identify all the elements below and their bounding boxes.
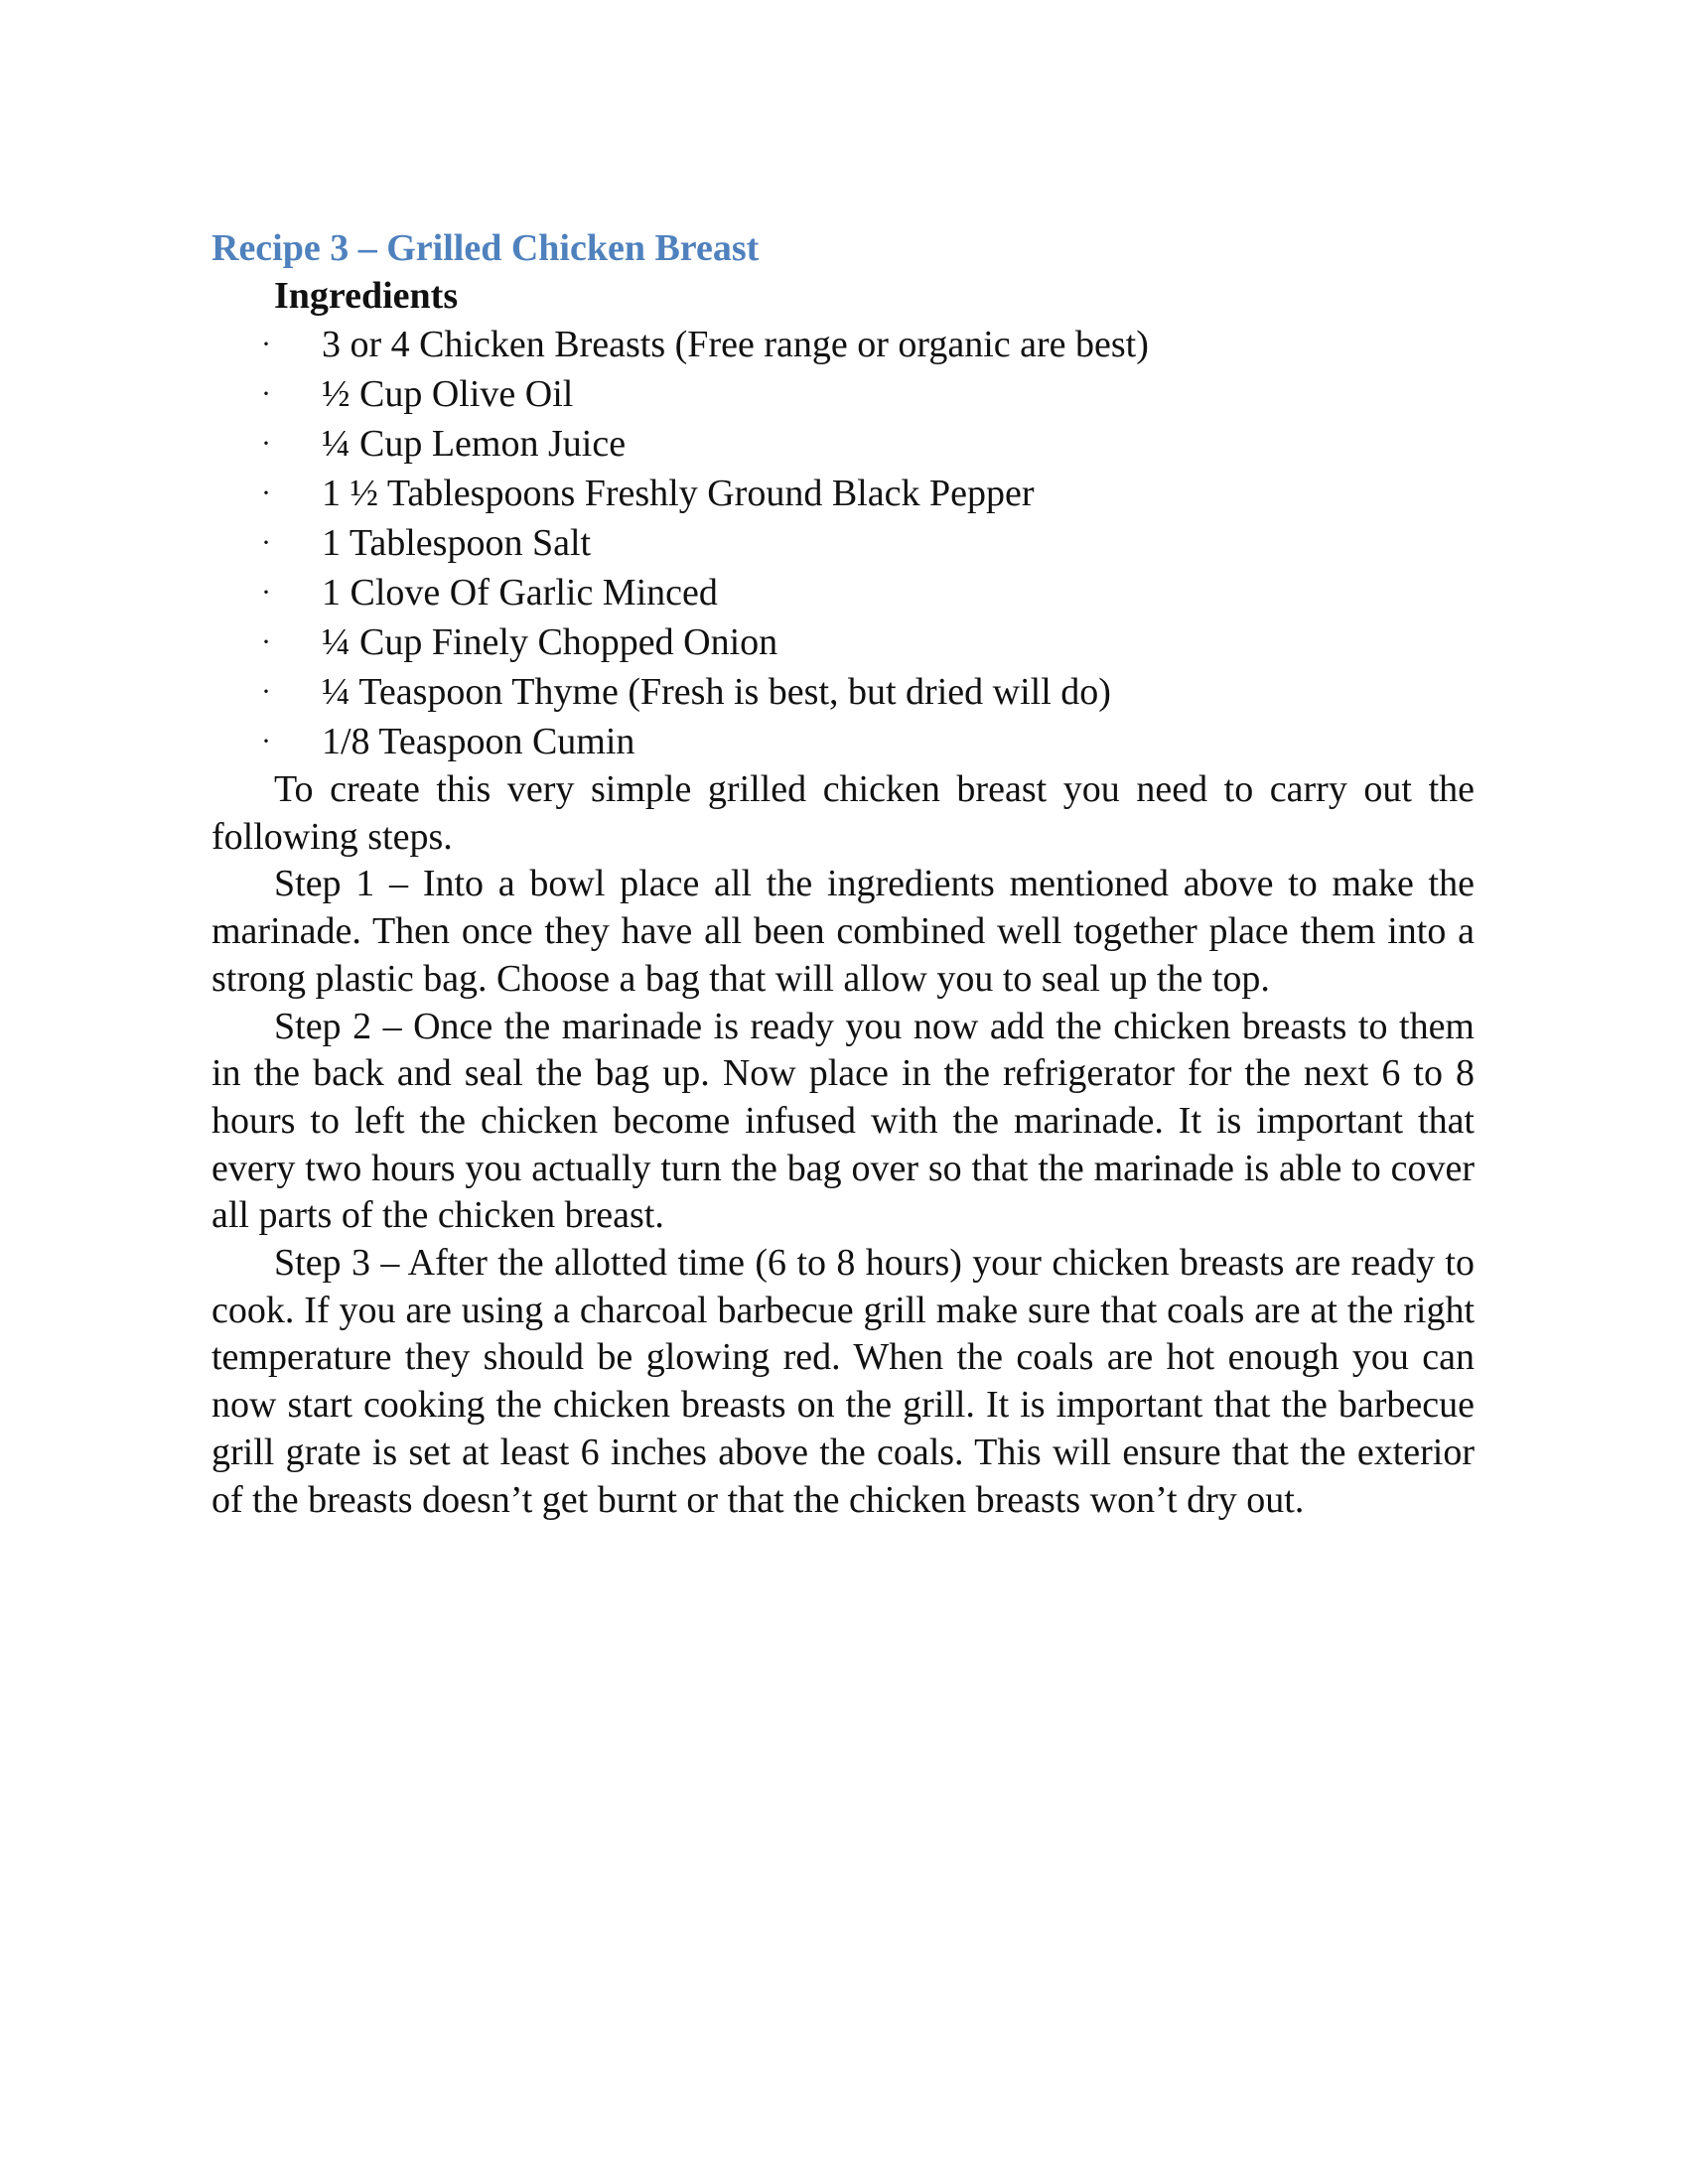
ingredient-item (211, 469, 1475, 518)
bullet-icon: · (261, 328, 271, 360)
recipe-title: Recipe 3 – Grilled Chicken Breast (211, 227, 760, 269)
ingredient-item (211, 717, 1475, 766)
ingredient-text: ¼ Cup Finely Chopped Onion (322, 621, 778, 663)
ingredient-item (211, 617, 1475, 667)
ingredient-text: ½ Cup Olive Oil (322, 373, 574, 415)
bullet-icon: · (261, 427, 271, 460)
ingredient-text: ¼ Teaspoon Thyme (Fresh is best, but dried will do) (322, 671, 1111, 713)
ingredient-item (211, 518, 1475, 568)
ingredient-item (211, 419, 1475, 469)
bullet-icon: · (261, 576, 271, 609)
bullet-icon: · (261, 477, 271, 509)
bullet-icon: · (261, 675, 271, 708)
intro-paragraph: To create this very simple grilled chicken breast you need to carry out the following steps. (211, 768, 1475, 858)
ingredients-list (211, 320, 1475, 766)
step-2-paragraph: Step 2 – Once the marinade is ready you now add the chicken breasts to them in the back and seal the bag up. Now place in the refrigerator for the next 6 to 8 hours to left the chicken become infused with the marinade. It is important that every two hours you actually turn the bag over so that the marinade is able to cover all parts of the chicken breast. (211, 1005, 1475, 1237)
ingredient-item (211, 369, 1475, 419)
document-page (211, 224, 1475, 1524)
ingredient-text: 1 Tablespoon Salt (322, 522, 592, 564)
ingredient-text: 1 ½ Tablespoons Freshly Ground Black Pepper (322, 473, 1035, 514)
bullet-icon: · (261, 526, 271, 559)
ingredients-heading: Ingredients (274, 275, 459, 317)
bullet-icon: · (261, 377, 271, 410)
ingredient-text: 3 or 4 Chicken Breasts (Free range or organic are best) (322, 324, 1149, 365)
ingredient-item (211, 320, 1475, 369)
ingredient-text: 1 Clove Of Garlic Minced (322, 572, 718, 614)
step-3-paragraph: Step 3 – After the allotted time (6 to 8 hours) your chicken breasts are ready to cook. If you are using a charcoal barbecue grill make sure that coals are at the right temperature they should be glowing red. When the coals are hot enough you can now start cooking the chicken breasts on the grill. It is important that the barbecue grill grate is set at least 6 inches above the coals. This will ensure that the exterior of the breasts doesn’t get burnt or that the chicken breasts won’t dry out. (211, 1242, 1475, 1521)
step-1-paragraph: Step 1 – Into a bowl place all the ingredients mentioned above to make the marinade. Then once they have all been combined well together place them into a strong plastic bag. Choose a bag that will allow you to seal up the top. (211, 863, 1475, 1000)
bullet-icon: · (261, 625, 271, 658)
ingredient-item (211, 667, 1475, 717)
bullet-icon: · (261, 725, 271, 757)
ingredient-item (211, 568, 1475, 617)
ingredient-text: ¼ Cup Lemon Juice (322, 423, 627, 465)
ingredient-text: 1/8 Teaspoon Cumin (322, 721, 635, 762)
